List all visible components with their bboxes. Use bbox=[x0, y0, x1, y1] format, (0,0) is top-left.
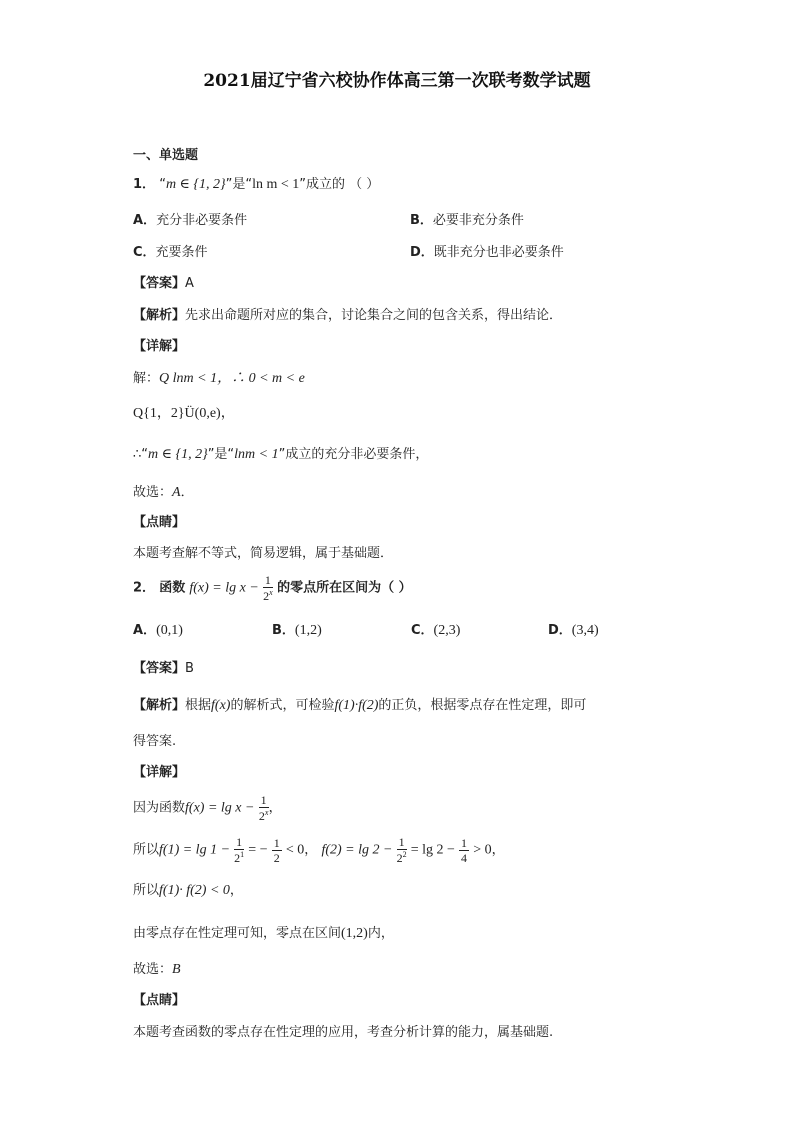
option-text: 既非充分也非必要条件 bbox=[433, 245, 564, 260]
detail-text: ， bbox=[491, 842, 505, 858]
analysis-label: 【解析】 bbox=[133, 698, 186, 713]
analysis-text: 根据 bbox=[185, 698, 212, 713]
q2-detail-line1 bbox=[133, 794, 282, 822]
frac-den: 2 bbox=[234, 851, 241, 865]
option-letter: C． bbox=[133, 245, 156, 260]
q1-stem-mid: ”是“ bbox=[225, 177, 253, 192]
frac-sup: 1 bbox=[240, 850, 245, 859]
detail-math: > 0 bbox=[473, 842, 492, 858]
q1-stem-math2: ln m < 1 bbox=[252, 177, 300, 192]
detail-text: ”是“ bbox=[207, 447, 235, 462]
detail-math: A bbox=[172, 485, 181, 500]
frac-num: 1 bbox=[273, 835, 280, 850]
detail-fraction bbox=[397, 836, 407, 864]
answer-value: A bbox=[185, 276, 194, 291]
option-text: 充要条件 bbox=[155, 245, 208, 260]
q1-option-b bbox=[410, 214, 524, 227]
option-letter: A． bbox=[133, 623, 157, 638]
q2-comment-label: 【点睛】 bbox=[133, 993, 186, 1008]
option-letter: B． bbox=[272, 623, 295, 638]
q1-detail-line1 bbox=[133, 372, 305, 386]
detail-text: 故选： bbox=[133, 962, 173, 977]
frac-num: 1 bbox=[461, 835, 468, 850]
detail-math: f(2) = lg 2 − bbox=[321, 842, 393, 858]
q2-stem bbox=[133, 574, 412, 602]
option-letter: B． bbox=[410, 213, 433, 228]
analysis-text: 的解析式，可检验 bbox=[230, 698, 335, 713]
detail-math: f(1)· f(2) < 0 bbox=[159, 883, 230, 898]
option-text: (0,1) bbox=[156, 623, 183, 638]
q2-number: 2． bbox=[133, 580, 156, 596]
detail-text: ”成立的充分非必要条件， bbox=[278, 447, 429, 462]
option-letter: D． bbox=[548, 623, 572, 638]
detail-math: f(x) = lg x − bbox=[185, 800, 255, 816]
detail-text: 所以 bbox=[133, 883, 160, 898]
option-text: (2,3) bbox=[433, 623, 461, 638]
analysis-label: 【解析】 bbox=[133, 308, 186, 323]
detail-text: ． bbox=[180, 485, 194, 500]
q1-detail-line2: Q{1，2}Ü(0,e)， bbox=[133, 406, 235, 421]
q1-stem-math1: m ∈ {1, 2} bbox=[165, 177, 226, 192]
frac-num: 1 bbox=[236, 835, 243, 849]
option-letter: D． bbox=[410, 245, 434, 260]
frac-den: 4 bbox=[461, 850, 468, 865]
detail-text: 所以 bbox=[133, 842, 160, 858]
answer-value: B bbox=[185, 661, 194, 676]
q1-detail-label: 【详解】 bbox=[133, 339, 186, 354]
q2-analysis bbox=[133, 699, 586, 713]
detail-fraction bbox=[259, 794, 269, 822]
detail-math: lnm < 1 bbox=[234, 447, 279, 462]
page-title: 2021届辽宁省六校协作体高三第一次联考数学试题 bbox=[203, 71, 591, 91]
option-text: 必要非充分条件 bbox=[432, 213, 524, 228]
detail-math: = − bbox=[248, 842, 268, 858]
section-heading: 一、单选题 bbox=[133, 148, 199, 163]
q1-number: 1． bbox=[133, 177, 156, 192]
detail-text: 内， bbox=[367, 926, 394, 941]
q2-comment: 本题考查函数的零点存在性定理的应用，考查分析计算的能力，属基础题. bbox=[133, 1025, 554, 1040]
q2-detail-line2 bbox=[133, 836, 505, 864]
analysis-text: 的正负，根据零点存在性定理，即可 bbox=[378, 698, 587, 713]
q1-stem-post: ”成立的 （ ） bbox=[299, 177, 380, 192]
q2-answer bbox=[133, 662, 194, 675]
q1-detail-line3 bbox=[133, 448, 428, 462]
q1-stem bbox=[133, 178, 379, 192]
frac-den: 2 bbox=[396, 851, 403, 865]
detail-math: m ∈ {1, 2} bbox=[148, 447, 208, 462]
q1-option-d bbox=[410, 246, 564, 259]
frac-num: 1 bbox=[260, 793, 267, 807]
q1-option-a bbox=[133, 214, 247, 227]
detail-text: 因为函数 bbox=[133, 800, 186, 816]
detail-math: Q lnm < 1，∴ 0 < m < e bbox=[159, 371, 305, 386]
frac-num: 1 bbox=[264, 573, 271, 587]
q1-option-c bbox=[133, 246, 208, 259]
q2-stem-math: f(x) = lg x − bbox=[189, 580, 259, 596]
frac-den: 2 bbox=[273, 850, 280, 865]
q2-stem-pre: 函数 bbox=[159, 580, 186, 596]
frac-den: 2 bbox=[263, 589, 270, 603]
detail-math: f(1) = lg 1 − bbox=[159, 842, 231, 858]
answer-label: 【答案】 bbox=[133, 661, 186, 676]
detail-math: < 0 bbox=[285, 842, 305, 858]
analysis-math: f(x) bbox=[211, 698, 231, 713]
q2-option-c bbox=[411, 624, 460, 638]
q2-detail-line4 bbox=[133, 927, 394, 941]
answer-label: 【答案】 bbox=[133, 276, 186, 291]
q2-detail-label: 【详解】 bbox=[133, 765, 186, 780]
q1-comment: 本题考查解不等式，简易逻辑，属于基础题． bbox=[133, 546, 394, 561]
q1-answer bbox=[133, 277, 194, 290]
option-text: (1,2) bbox=[294, 623, 322, 638]
q2-option-a bbox=[133, 624, 183, 638]
q2-analysis-line2: 得答案. bbox=[133, 734, 177, 749]
q2-stem-fraction bbox=[263, 574, 273, 602]
q1-comment-label: 【点睛】 bbox=[133, 515, 186, 530]
frac-sup: 2 bbox=[402, 850, 407, 859]
q2-option-b bbox=[272, 624, 322, 638]
frac-sup: x bbox=[264, 808, 269, 817]
q2-detail-line3 bbox=[133, 884, 243, 898]
option-letter: A． bbox=[133, 213, 157, 228]
detail-math: B bbox=[172, 962, 181, 977]
detail-text: ∴“ bbox=[133, 447, 149, 462]
q2-option-d bbox=[548, 624, 599, 638]
q1-analysis bbox=[133, 309, 562, 322]
detail-fraction bbox=[234, 836, 244, 864]
detail-text: ， bbox=[304, 842, 318, 858]
detail-text: 故选： bbox=[133, 485, 173, 500]
frac-sup: x bbox=[269, 588, 273, 597]
q1-stem-pre: “ bbox=[159, 177, 166, 192]
analysis-math: f(1)·f(2) bbox=[334, 698, 379, 713]
option-letter: C． bbox=[411, 623, 434, 638]
detail-text: ， bbox=[229, 883, 243, 898]
detail-text: 由零点存在性定理可知，零点在区间 bbox=[133, 926, 342, 941]
option-text: (3,4) bbox=[571, 623, 599, 638]
detail-math: (1,2) bbox=[341, 926, 368, 941]
detail-math: = lg 2 − bbox=[410, 842, 455, 858]
q2-stem-post: 的零点所在区间为（ ） bbox=[277, 580, 412, 596]
q1-detail-line4 bbox=[133, 486, 194, 500]
detail-prefix: 解： bbox=[133, 371, 160, 386]
detail-fraction bbox=[459, 837, 469, 864]
detail-fraction bbox=[272, 837, 282, 864]
analysis-text: 先求出命题所对应的集合，讨论集合之间的包含关系，得出结论． bbox=[185, 308, 563, 323]
option-text: 充分非必要条件 bbox=[156, 213, 248, 228]
frac-den: 2 bbox=[258, 809, 265, 823]
frac-num: 1 bbox=[398, 835, 405, 849]
detail-text: ， bbox=[268, 800, 282, 816]
q2-detail-line5 bbox=[133, 963, 181, 977]
